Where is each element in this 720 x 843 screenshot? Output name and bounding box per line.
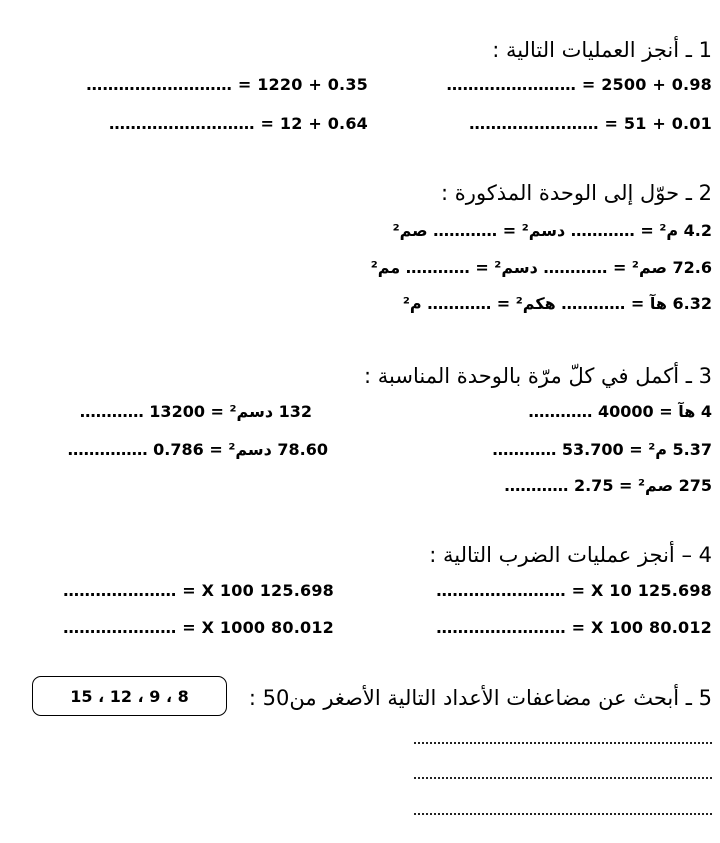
exercise-3-heading: 3 ـ أكمل في كلّ مرّة بالوحدة المناسبة : [364, 364, 712, 388]
numbers-list: 8 ، 9 ، 12 ، 15 [70, 686, 189, 706]
answer-line-2 [414, 777, 712, 779]
ex3-right-line-2: 5.37 م² = 53.700 ………… [492, 440, 712, 459]
ex1-left-line-2: 0.64 + 12 = ……………………… [108, 114, 368, 133]
ex2-line-1: 4.2 م² = ………… دسم² = ………… صم² [392, 221, 712, 240]
ex4-right-line-1: 125.698 X 10 = …………………… [436, 581, 712, 600]
exercise-4-heading: 4 – أنجز عمليات الضرب التالية : [429, 543, 712, 567]
exercise-5-heading: 5 ـ أبحث عن مضاعفات الأعداد التالية الأصغر من50 : [248, 686, 712, 710]
ex3-right-line-3: 275 صم² = 2.75 ………… [504, 476, 712, 495]
ex3-left-line-1: 132 دسم² = 13200 ………… [79, 402, 312, 421]
ex3-right-line-1: 4 هآ = 40000 ………… [528, 402, 712, 421]
ex1-right-line-1: 0.98 + 2500 = …………………… [446, 75, 712, 94]
ex4-left-line-2: 80.012 X 1000 = ………………… [63, 618, 334, 637]
ex4-left-line-1: 125.698 X 100 = ………………… [63, 581, 334, 600]
numbers-box [32, 676, 227, 716]
exercise-2-heading: 2 ـ حوّل إلى الوحدة المذكورة : [441, 181, 712, 205]
answer-line-1 [414, 742, 712, 744]
ex4-right-line-2: 80.012 X 100 = …………………… [436, 618, 712, 637]
answer-line-3 [414, 813, 712, 815]
exercise-1-heading: 1 ـ أنجز العمليات التالية : [492, 38, 712, 62]
ex1-right-line-2: 0.01 + 51 = …………………… [469, 114, 712, 133]
ex3-left-line-2: 78.60 دسم² = 0.786 …………… [67, 440, 328, 459]
ex2-line-3: 6.32 هآ = ………… هكم² = ………… م² [402, 294, 712, 313]
ex2-line-2: 72.6 صم² = ………… دسم² = ………… مم² [370, 258, 712, 277]
ex1-left-line-1: 0.35 + 1220 = ……………………… [86, 75, 368, 94]
